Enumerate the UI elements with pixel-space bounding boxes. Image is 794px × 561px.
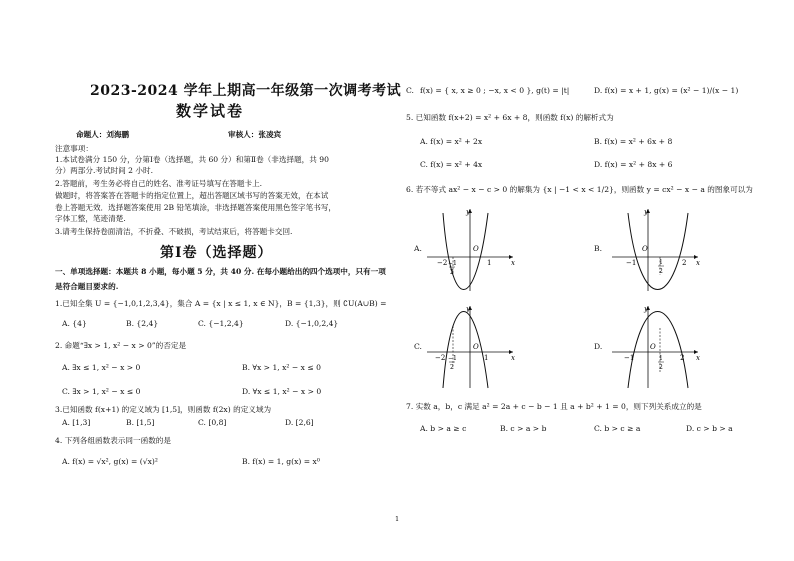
q3-option-c: C. [0,8] [198, 418, 227, 427]
author-line: 命题人：刘海鹏 [76, 130, 130, 139]
svg-text:y: y [644, 305, 648, 313]
question-2: 2. 命题“∃x > 1, x² − x > 0”的否定是 [55, 341, 187, 350]
svg-text:y: y [466, 208, 470, 216]
q4-option-a: A. f(x) = √x², g(x) = (√x)² [62, 457, 158, 466]
q6-option-b: B. [594, 244, 602, 253]
svg-text:−1: −1 [448, 355, 457, 362]
svg-text:2: 2 [659, 268, 663, 275]
notice-line: 卷上答题无效．选择题答案使用 2B 铅笔填涂，非选择题答案使用黑色签字笔书写， [55, 203, 337, 212]
question-5: 5. 已知函数 f(x+2) = x² + 6x + 8，则函数 f(x) 的解析式为 [406, 113, 614, 122]
svg-text:−2: −2 [437, 259, 448, 267]
q1-option-c: C. {−1,2,4} [198, 319, 244, 328]
svg-text:O: O [473, 343, 479, 351]
q1-option-d: D. {−1,0,2,4} [285, 319, 339, 328]
svg-text:−2: −2 [435, 354, 446, 362]
q1-option-a: A. {4} [62, 319, 87, 328]
q7-option-a: A. b > a ≥ c [420, 424, 467, 433]
svg-text:2: 2 [450, 364, 454, 371]
q5-option-a: A. f(x) = x² + 2x [420, 137, 483, 146]
q6-option-c: C. [414, 342, 422, 351]
question-6: 6. 若不等式 ax² − x − c > 0 的解集为 {x | −1 < x < 1/2}，则函数 y = cx² − x − a 的图象可以为 [406, 185, 753, 194]
svg-text:1: 1 [484, 354, 489, 362]
q7-option-b: B. c > a > b [500, 424, 547, 433]
q2-option-c: C. ∃x > 1, x² − x ≤ 0 [62, 387, 141, 396]
svg-text:2: 2 [450, 269, 454, 276]
svg-text:1: 1 [659, 355, 663, 362]
svg-text:x: x [511, 259, 515, 267]
svg-text:2: 2 [680, 354, 685, 362]
q5-option-b: B. f(x) = x² + 6x + 8 [594, 137, 673, 146]
notice-line: 1.本试卷满分 150 分，分第Ⅰ卷（选择题，共 60 分）和第Ⅱ卷（非选择题，共 90 [55, 155, 329, 164]
question-3: 3.已知函数 f(x+1) 的定义域为 [1,5]，则函数 f(2x) 的定义域为 [55, 405, 272, 414]
q4-option-b: B. f(x) = 1, g(x) = x⁰ [242, 457, 320, 466]
question-7: 7. 实数 a，b，c 满足 a² = 2a + c − b − 1 且 a + b² + 1 = 0，则下列关系成立的是 [406, 402, 702, 411]
notice-line: 3.请考生保持卷面清洁，不折叠、不破损，考试结束后，将答题卡交回. [55, 227, 293, 236]
instruction-line: 是符合题目要求的. [55, 282, 119, 291]
section-title: 第Ⅰ卷（选择题） [160, 245, 273, 261]
q1-option-b: B. {2,4} [126, 319, 159, 328]
page-number: 1 [395, 515, 400, 523]
notice-line: 字体工整，笔迹清楚. [55, 214, 126, 223]
notice-line: 分）两部分.考试时间 2 小时. [55, 166, 154, 175]
notice-heading: 注意事项： [55, 144, 93, 153]
q3-option-b: B. [1,5] [126, 418, 155, 427]
graph-d [610, 302, 702, 390]
svg-text:−1: −1 [626, 259, 637, 267]
svg-text:2: 2 [659, 364, 663, 371]
question-1: 1.已知全集 U = {−1,0,1,2,3,4}，集合 A = {x | x ≤ 1, x ∈ N}，B = {1,3}，则 ∁U(A∪B) = [55, 299, 387, 308]
svg-text:−1: −1 [624, 354, 635, 362]
q3-option-d: D. [2,6] [285, 418, 314, 427]
svg-text:O: O [650, 343, 656, 351]
svg-text:−1: −1 [448, 260, 457, 267]
q6-option-a: A. [414, 244, 422, 253]
svg-text:x: x [511, 354, 515, 362]
graph-b [610, 205, 702, 293]
exam-title: 2023-2024 学年上期高一年级第一次调考考试 [90, 83, 402, 99]
q4-option-d: D. f(x) = x + 1, g(x) = (x² − 1)/(x − 1) [594, 86, 739, 95]
q6-option-d: D. [594, 342, 603, 351]
graph-a [425, 205, 517, 293]
svg-text:2: 2 [682, 259, 687, 267]
q2-option-b: B. ∀x > 1, x² − x ≤ 0 [242, 363, 321, 372]
q5-option-d: D. f(x) = x² + 8x + 6 [594, 160, 673, 169]
notice-line: 做题时，将答案答在答题卡的指定位置上，超出答题区域书写的答案无效，在本试 [55, 191, 329, 200]
q4-option-c-text: f(x) = { x, x ≥ 0 ; −x, x < 0 }, g(t) = |t| [420, 86, 570, 95]
instruction-line: 一、单项选择题：本题共 8 小题，每小题 5 分，共 40 分. 在每小题给出的四个选项中，只有一项 [55, 267, 386, 276]
q7-option-d: D. c > b > a [686, 424, 733, 433]
q2-option-a: A. ∃x ≤ 1, x² − x > 0 [62, 363, 141, 372]
svg-text:1: 1 [659, 259, 663, 266]
q3-option-a: A. [1,3] [62, 418, 91, 427]
svg-text:1: 1 [487, 259, 492, 267]
reviewer-line: 审核人：张凌宾 [228, 130, 282, 139]
svg-text:y: y [644, 208, 648, 216]
svg-text:x: x [696, 259, 700, 267]
question-4: 4. 下列各组函数表示同一函数的是 [55, 436, 171, 445]
q5-option-c: C. f(x) = x² + 4x [420, 160, 483, 169]
svg-text:y: y [466, 305, 470, 313]
svg-text:x: x [696, 354, 700, 362]
notice-line: 2.答题前，考生务必将自己的姓名、准考证号填写在答题卡上. [55, 179, 263, 188]
graph-c [425, 302, 517, 390]
svg-text:O: O [473, 245, 479, 253]
exam-subtitle: 数学试卷 [176, 102, 245, 120]
q7-option-c: C. b > c ≥ a [594, 424, 641, 433]
svg-text:O: O [642, 245, 648, 253]
q4-option-c-label: C. [406, 86, 414, 95]
q2-option-d: D. ∀x ≤ 1, x² − x > 0 [242, 387, 322, 396]
